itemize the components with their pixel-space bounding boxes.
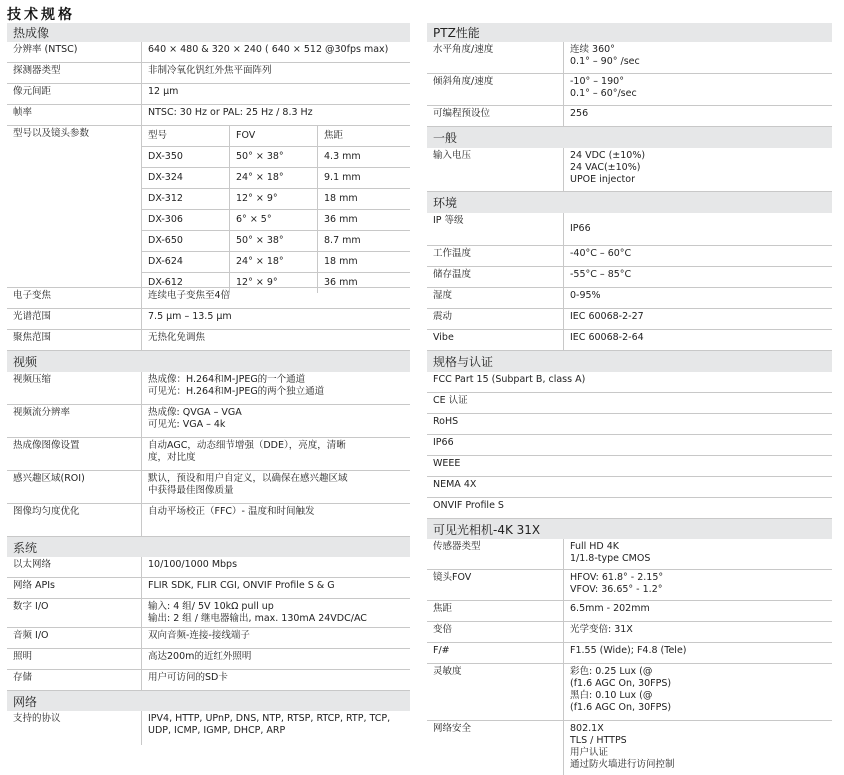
spec-row — [427, 330, 832, 351]
spec-label: 探测器类型 — [13, 65, 61, 76]
spec-label: 音频 I/O — [13, 630, 49, 641]
spec-row — [7, 63, 410, 84]
spec-label: 网络安全 — [433, 723, 472, 734]
fov-cell: 12° × 9° — [230, 273, 318, 293]
cert-label: RoHS — [433, 416, 459, 427]
table-row — [142, 252, 410, 273]
spec-label: 以太网络 — [13, 559, 52, 570]
focal-header: 焦距 — [324, 130, 344, 141]
spec-label: 可编程预设位 — [433, 108, 491, 119]
focal-cell: 36 mm — [324, 214, 358, 225]
spec-label: 储存温度 — [433, 269, 472, 280]
spec-label: 支持的协议 — [13, 713, 61, 724]
spec-label: 视频流分辨率 — [13, 407, 71, 418]
spec-row — [427, 213, 832, 246]
fov-cell: 24° × 18° — [230, 168, 318, 188]
section-header-thermal: 热成像 — [7, 23, 410, 42]
section-header-network: 网络 — [7, 691, 410, 711]
model-header: 型号 — [142, 126, 230, 146]
spec-row — [7, 504, 410, 537]
spec-value: 24 VDC (±10%) 24 VAC(±10%) UPOE injector — [563, 148, 832, 191]
spec-row — [427, 570, 832, 601]
spec-value: 自动平场校正（FFC）- 温度和时间触发 — [141, 504, 410, 536]
section-header-environment: 环境 — [427, 192, 832, 213]
spec-row — [427, 539, 832, 570]
table-row — [142, 231, 410, 252]
spec-row — [7, 599, 410, 628]
spec-row — [7, 438, 410, 471]
model-cell: DX-624 — [142, 252, 230, 272]
cert-item — [427, 393, 832, 414]
cert-label: FCC Part 15 (Subpart B, class A) — [433, 374, 586, 385]
spec-row — [7, 670, 410, 691]
spec-value: 802.1X TLS / HTTPS 用户认证 通过防火墙进行访问控制 — [563, 721, 832, 775]
spec-label: 网络 APIs — [13, 580, 55, 591]
spec-row — [7, 309, 410, 330]
spec-label: 聚焦范围 — [13, 332, 52, 343]
section-header-video: 视频 — [7, 351, 410, 372]
spec-label: IP 等级 — [433, 215, 464, 226]
focal-cell: 4.3 mm — [324, 151, 361, 162]
spec-label: 存储 — [13, 672, 33, 683]
spec-value: 高达200m的近红外照明 — [141, 649, 410, 669]
spec-label: 视频压缩 — [13, 374, 52, 385]
spec-row — [427, 148, 832, 192]
cert-label: WEEE — [433, 458, 461, 469]
table-row — [142, 210, 410, 231]
page-title: 技术规格 — [7, 7, 75, 23]
spec-value: 双向音频-连接-接线端子 — [141, 628, 410, 648]
spec-label: F/# — [433, 645, 450, 656]
spec-value: 热成像：H.264和M-JPEG的一个通道 可见光：H.264和M-JPEG的两个独立通道 — [141, 372, 410, 404]
spec-label: 图像均匀度优化 — [13, 506, 80, 517]
fov-cell: 12° × 9° — [230, 189, 318, 209]
model-table-header — [142, 126, 410, 147]
spec-label: 分辨率 (NTSC) — [13, 44, 78, 55]
spec-label: 变倍 — [433, 624, 453, 635]
spec-row — [427, 309, 832, 330]
cert-item — [427, 435, 832, 456]
spec-label: 数字 I/O — [13, 601, 49, 612]
spec-value: 热成像: QVGA – VGA 可见光: VGA – 4k — [141, 405, 410, 437]
cert-label: NEMA 4X — [433, 479, 477, 490]
spec-label: 镜头FOV — [433, 572, 472, 583]
spec-value: 默认，预设和用户自定义，以确保在感兴趣区域 中获得最佳图像质量 — [141, 471, 410, 503]
fov-cell: 50° × 38° — [230, 231, 318, 251]
spec-value: IP66 — [563, 213, 832, 245]
spec-row — [427, 622, 832, 643]
cert-item — [427, 414, 832, 435]
cert-item — [427, 477, 832, 498]
spec-value: Full HD 4K 1/1.8-type CMOS — [563, 539, 832, 569]
focal-cell: 9.1 mm — [324, 172, 361, 183]
left-column — [7, 23, 410, 745]
spec-value: 12 μm — [141, 84, 410, 104]
spec-value: 6.5mm - 202mm — [563, 601, 832, 621]
table-row — [142, 147, 410, 168]
spec-value: IEC 60068-2-27 — [563, 309, 832, 329]
spec-value: 7.5 μm – 13.5 μm — [141, 309, 410, 329]
spec-value: -10° – 190° 0.1° – 60°/sec — [563, 74, 832, 105]
spec-label: 传感器类型 — [433, 541, 481, 552]
spec-row — [427, 106, 832, 127]
spec-row — [7, 649, 410, 670]
spec-value: -40°C – 60°C — [563, 246, 832, 266]
spec-value: 彩色: 0.25 Lux (@ (f1.6 AGC On, 30FPS) 黑白: 0.10 Lux (@ (f1.6 AGC On, 30FPS) — [563, 664, 832, 720]
table-row — [142, 189, 410, 210]
spec-value: 自动AGC，动态细节增强（DDE），亮度，清晰 度，对比度 — [141, 438, 410, 470]
spec-row — [427, 42, 832, 74]
cert-label: IP66 — [433, 437, 454, 448]
spec-row — [427, 721, 832, 775]
spec-value: HFOV: 61.8° - 2.15° VFOV: 36.65° - 1.2° — [563, 570, 832, 600]
spec-row — [7, 557, 410, 578]
model-cell: DX-650 — [142, 231, 230, 251]
spec-label: 照明 — [13, 651, 33, 662]
fov-cell: 6° × 5° — [230, 210, 318, 230]
spec-value: FLIR SDK, FLIR CGI, ONVIF Profile S & G — [141, 578, 410, 598]
spec-value: 10/100/1000 Mbps — [141, 557, 410, 577]
spec-label: 湿度 — [433, 290, 453, 301]
spec-label: 输入电压 — [433, 150, 472, 161]
section-header-system: 系统 — [7, 537, 410, 557]
spec-value: 256 — [563, 106, 832, 126]
cert-item — [427, 456, 832, 477]
spec-value: 光学变倍: 31X — [563, 622, 832, 642]
spec-row — [7, 711, 410, 745]
section-header-general: 一般 — [427, 127, 832, 148]
spec-value: 640 × 480 & 320 × 240 ( 640 × 512 @30fps max) — [141, 42, 410, 62]
spec-value: 连续电子变焦至4倍 — [141, 288, 410, 308]
spec-row — [7, 405, 410, 438]
focal-cell: 8.7 mm — [324, 235, 361, 246]
focal-cell: 18 mm — [324, 193, 358, 204]
spec-row — [7, 330, 410, 351]
spec-label: 型号以及镜头参数 — [13, 128, 90, 139]
spec-value: IEC 60068-2-64 — [563, 330, 832, 350]
spec-row — [7, 42, 410, 63]
model-cell: DX-612 — [142, 273, 230, 293]
spec-row — [7, 578, 410, 599]
model-cell: DX-324 — [142, 168, 230, 188]
spec-value: 无热化免调焦 — [141, 330, 410, 350]
spec-row — [427, 664, 832, 721]
spec-label: 光谱范围 — [13, 311, 52, 322]
spec-label: 像元间距 — [13, 86, 52, 97]
cert-label: ONVIF Profile S — [433, 500, 504, 511]
model-cell: DX-350 — [142, 147, 230, 167]
cert-item — [427, 498, 832, 519]
spec-label: 倾斜角度/速度 — [433, 76, 494, 87]
spec-value: 输入: 4 组/ 5V 10kΩ pull up 输出: 2 组 / 继电器输出, max. 130mA 24VDC/AC — [141, 599, 410, 627]
model-table-row — [7, 126, 410, 288]
spec-row — [427, 288, 832, 309]
spec-row — [427, 74, 832, 106]
spec-label: Vibe — [433, 332, 454, 343]
spec-label: 震动 — [433, 311, 453, 322]
spec-value: IPV4, HTTP, UPnP, DNS, NTP, RTSP, RTCP, RTP, TCP, UDP, ICMP, IGMP, DHCP, ARP — [141, 711, 410, 745]
section-header-visible-camera: 可见光相机-4K 31X — [427, 519, 832, 539]
cert-item — [427, 372, 832, 393]
spec-value: 非制冷氧化钒红外焦平面阵列 — [141, 63, 410, 83]
spec-label: 水平角度/速度 — [433, 44, 494, 55]
focal-cell: 36 mm — [324, 277, 358, 288]
spec-row — [7, 84, 410, 105]
spec-row — [7, 105, 410, 126]
spec-value: 连续 360° 0.1° – 90° /sec — [563, 42, 832, 73]
section-header-ptz: PTZ性能 — [427, 23, 832, 42]
spec-value: 0-95% — [563, 288, 832, 308]
spec-value: 用户可访问的SD卡 — [141, 670, 410, 690]
model-cell: DX-306 — [142, 210, 230, 230]
model-cell: DX-312 — [142, 189, 230, 209]
spec-row — [7, 471, 410, 504]
spec-label: 帧率 — [13, 107, 33, 118]
spec-value: -55°C – 85°C — [563, 267, 832, 287]
spec-row — [427, 601, 832, 622]
spec-row — [427, 246, 832, 267]
spec-label: 焦距 — [433, 603, 453, 614]
spec-label: 感兴趣区域(ROI) — [13, 473, 85, 484]
spec-value: F1.55 (Wide); F4.8 (Tele) — [563, 643, 832, 663]
section-header-certs: 规格与认证 — [427, 351, 832, 372]
spec-row — [7, 628, 410, 649]
spec-label: 工作温度 — [433, 248, 472, 259]
spec-label: 电子变焦 — [13, 290, 52, 301]
fov-cell: 24° × 18° — [230, 252, 318, 272]
spec-row — [7, 372, 410, 405]
spec-label: 热成像图像设置 — [13, 440, 80, 451]
cert-label: CE 认证 — [433, 395, 468, 406]
right-column — [427, 23, 832, 775]
fov-header: FOV — [230, 126, 318, 146]
fov-cell: 50° × 38° — [230, 147, 318, 167]
spec-row — [7, 288, 410, 309]
spec-row — [427, 643, 832, 664]
spec-value: NTSC: 30 Hz or PAL: 25 Hz / 8.3 Hz — [141, 105, 410, 125]
spec-label: 灵敏度 — [433, 666, 462, 677]
spec-row — [427, 267, 832, 288]
model-table — [141, 126, 410, 287]
focal-cell: 18 mm — [324, 256, 358, 267]
table-row — [142, 168, 410, 189]
